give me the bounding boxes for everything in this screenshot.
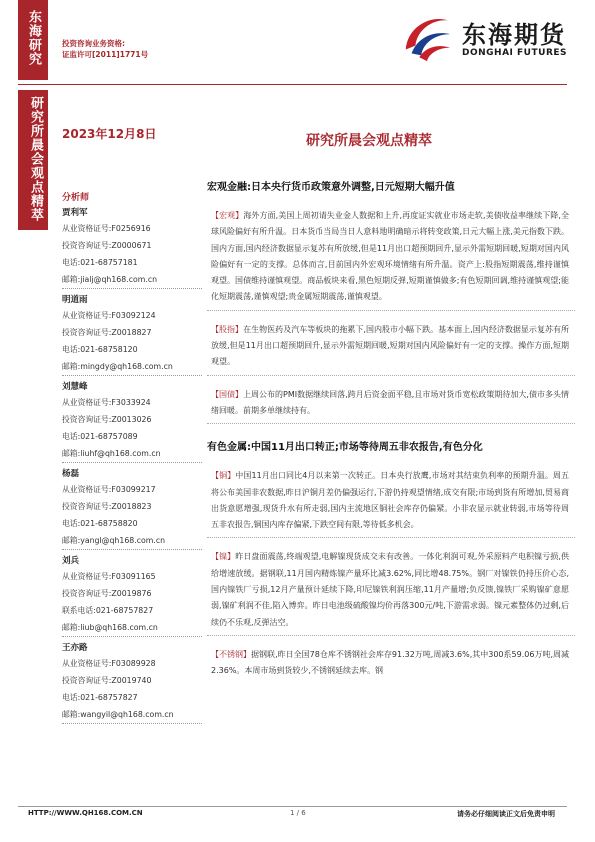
- license-line-2: 证监许可[2011]1771号: [62, 50, 149, 59]
- analyst-consult-license: 投资咨询证号:Z0013026: [62, 415, 152, 424]
- paragraph-macro: [207, 205, 575, 311]
- paragraph-tag: 【宏观】: [211, 211, 244, 220]
- report-date: 2023年12月8日: [62, 127, 157, 141]
- analyst-email[interactable]: 邮箱:liuhf@qh168.com.cn: [62, 445, 202, 463]
- analyst-email[interactable]: 邮箱:wangyil@qh168.com.cn: [62, 706, 202, 724]
- paragraph-tag: 【国债】: [211, 389, 244, 399]
- paragraph-text: 据钢联,昨日全国78仓库不锈钢社会库存91.32万吨,周减3.6%,其中300系59.06万吨,周减2.36%。本周市场到货较少,不锈钢延续去库。钢: [211, 649, 570, 676]
- analyst-consult-license: 投资咨询证号:Z0000671: [62, 241, 152, 250]
- analyst-entry: [62, 642, 202, 724]
- license-line-1: 投资咨询业务资格:: [62, 39, 125, 48]
- paragraph-nickel: [207, 546, 575, 635]
- paragraph-copper: [207, 465, 575, 538]
- analyst-name: 王亦路: [62, 643, 88, 653]
- paragraph-text: 上周公布的PMI数据继续回落,跨月后资金面平稳,且市场对货币宽松政策期待加大,债市多头情绪回暖。前期多单继续持有。: [211, 389, 569, 415]
- paragraph-text: 昨日盘面震荡,终端观望,电解镍现货成交未有改善。一体化利润可观,外采原料产电积镍亏损,供给增速放缓。据钢联,11月国内精炼镍产量环比减3.62%,同比增48.75%。钢厂对镍铁仍持压价心态,国内镍铁厂亏损,12月产量预计延续下降,印尼镍铁利润压缩,11月产量增;负反馈,镍铁厂采购镍矿意愿弱,镍矿利润不佳,陷入博弈。昨日电池级硫酸镍均价再落300元/吨,下游需求弱。镍元素整体仍过剩,后续仍不乐观,反弹沽空。: [211, 552, 569, 627]
- analyst-consult-license: 投资咨询证号:Z0018823: [62, 502, 152, 511]
- paragraph-text: 在生物医药及汽车等板块的拖累下,国内股市小幅下跌。基本面上,国内经济数据显示复苏有所放缓,但是11月出口超预期回升,显示外需短期回暖,短期对国内风险偏好有一定的支撑。操作方面,短期观望。: [211, 324, 570, 367]
- analyst-name: 刘兵: [62, 556, 80, 566]
- report-title: 研究所晨会观点精萃: [306, 133, 432, 149]
- paragraph-tag: 【镍】: [211, 552, 236, 562]
- paragraph-treasury: [207, 384, 575, 425]
- sidebar-brand-label: 东海研究: [26, 10, 41, 66]
- analyst-phone: 电话:021-68758820: [62, 519, 138, 528]
- analyst-entry: [62, 207, 202, 289]
- analyst-license: 从业资格证号:F03089928: [62, 659, 156, 668]
- analyst-entry: [62, 555, 202, 637]
- analyst-entry: [62, 381, 202, 463]
- sidebar-report-tab: [18, 90, 48, 230]
- logo-english-name: DONGHAI FUTURES: [462, 47, 567, 58]
- analyst-phone: 联系电话:021-68757827: [62, 606, 154, 615]
- donghai-swirl-logo-icon: [398, 6, 456, 66]
- footer-website-link[interactable]: HTTP://WWW.QH168.COM.CN: [28, 809, 143, 817]
- analyst-consult-license: 投资咨询证号:Z0019740: [62, 676, 152, 685]
- section-heading-macro: 宏观金融:日本央行货币政策意外调整,日元短期大幅升值: [207, 182, 455, 193]
- analyst-email[interactable]: 邮箱:yangl@qh168.com.cn: [62, 532, 202, 550]
- paragraph-stainless: [207, 644, 575, 684]
- paragraph-text: 海外方面,美国上周初请失业金人数据和上升,再度证实就业市场走软,美债收益率继续下降,全球风险偏好有所升温。日本货币当局当日人意料地明确暗示将转变政策,日元大幅上涨,美元指数下跌。国内方面,国内经济数据显示复苏有所放缓,但是11月出口超预期回升,显示外需短期回暖,短期对国内风险偏好有一定的支撑。总体而言,目前国内外宏观环境情绪有所升温。资产上:股指短期震荡,维持谨慎观望。国债维持谨慎观望。商品板块来看,黑色短期反弹,短期谨慎做多;有色短期回调,维持谨慎观望;能化短期震荡,谨慎观望;贵金属短期震荡,谨慎观望。: [211, 211, 570, 302]
- company-logo: [398, 6, 567, 66]
- analyst-list: [62, 207, 202, 729]
- section-heading-metals: 有色金属:中国11月出口转正;市场等待周五非农报告,有色分化: [207, 442, 483, 454]
- paragraph-tag: 【股指】: [211, 324, 244, 334]
- analyst-license: 从业资格证号:F03091165: [62, 572, 156, 581]
- analysts-heading: 分析师: [62, 193, 90, 203]
- analyst-consult-license: 投资咨询证号:Z0018827: [62, 328, 152, 337]
- paragraph-stock-index: [207, 319, 575, 376]
- analyst-email[interactable]: 邮箱:jialj@qh168.com.cn: [62, 271, 202, 289]
- sidebar-brand-tab: [18, 0, 48, 80]
- analyst-phone: 电话:021-68758120: [62, 345, 138, 354]
- analyst-name: 明道雨: [62, 295, 88, 305]
- header-divider: [18, 84, 567, 85]
- paragraph-text: 中国11月出口同比4月以来第一次转正。日本央行放鹰,市场对其结束负利率的预期升温。周五将公布美国非农数据,昨日沪铜月差仍偏强运行,下游仍持观望情绪,成交有限;市场到货有所增加,贸易商出货意愿增强,现货升水有所走弱,国内主流地区铜社会库存仍偏紧。小非农显示就业转弱,市场等待周五非农报告,铜国内库存偏紧,下跌空间有限,等待低多机会。: [211, 471, 570, 530]
- report-body: [207, 178, 575, 692]
- analyst-entry: [62, 468, 202, 550]
- analyst-license: 从业资格证号:F03092124: [62, 311, 156, 320]
- footer-disclaimer: 请务必仔细阅读正文后免责申明: [457, 810, 555, 818]
- analyst-license: 从业资格证号:F3033924: [62, 398, 151, 407]
- analyst-consult-license: 投资咨询证号:Z0019876: [62, 589, 152, 598]
- sidebar-report-label: 研究所晨会观点精萃: [28, 96, 43, 222]
- footer-divider: [18, 806, 567, 807]
- analyst-license: 从业资格证号:F0256916: [62, 224, 151, 233]
- analyst-email[interactable]: 邮箱:mingdy@qh168.com.cn: [62, 358, 202, 376]
- analyst-phone: 电话:021-68757089: [62, 432, 138, 441]
- analyst-email[interactable]: 邮箱:liub@qh168.com.cn: [62, 619, 202, 637]
- analyst-phone: 电话:021-68757827: [62, 693, 138, 702]
- footer-page-number: 1 / 6: [290, 809, 306, 817]
- license-info: [62, 38, 148, 60]
- analyst-entry: [62, 294, 202, 376]
- analyst-license: 从业资格证号:F03099217: [62, 485, 156, 494]
- logo-chinese-name: 东海期货: [462, 19, 567, 49]
- paragraph-tag: 【铜】: [211, 471, 236, 481]
- analyst-name: 杨磊: [62, 469, 80, 479]
- analyst-name: 贾利军: [62, 208, 88, 218]
- analyst-phone: 电话:021-68757181: [62, 258, 138, 267]
- paragraph-tag: 【不锈钢】: [211, 649, 252, 659]
- analyst-name: 刘慧峰: [62, 382, 88, 392]
